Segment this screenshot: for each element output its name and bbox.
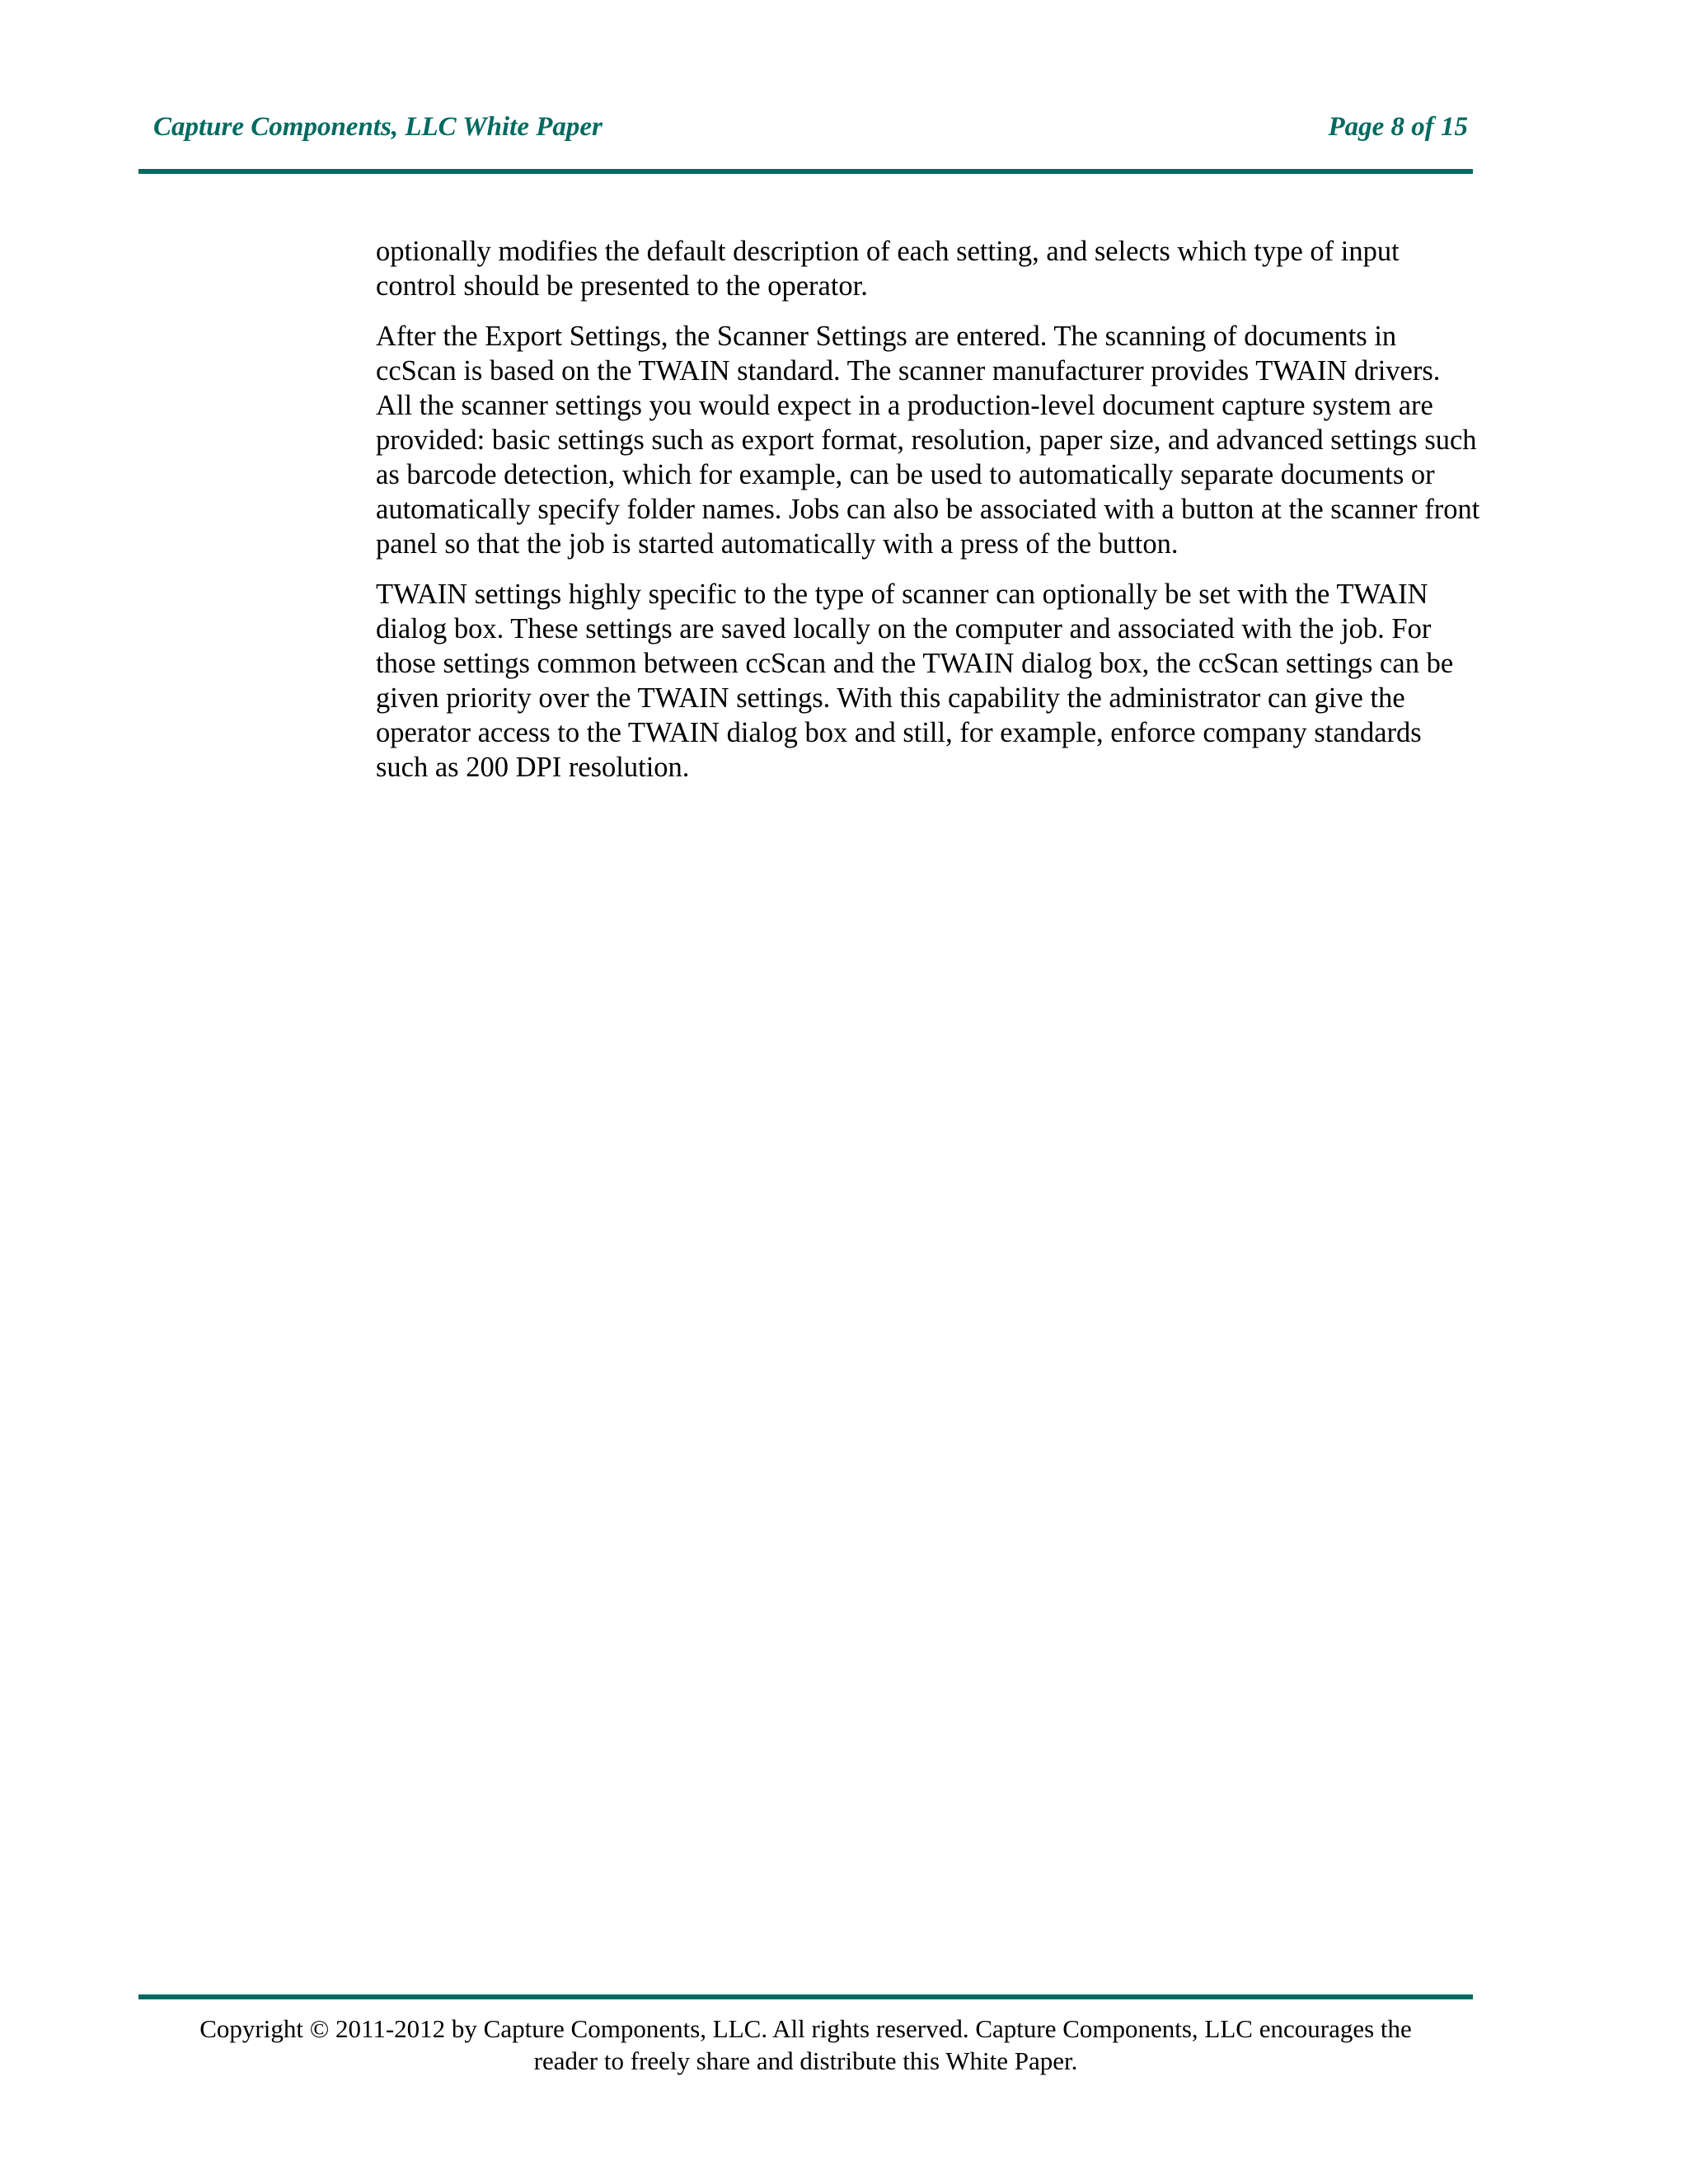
page-number: Page 8 of 15 [1328,112,1468,142]
page-footer [138,1994,1473,2093]
footer-divider [138,1994,1473,1999]
copyright-line-2: reader to freely share and distribute this White Paper. [533,2046,1078,2075]
header-divider [138,169,1473,174]
page-header [138,0,1473,175]
copyright-line-1: Copyright © 2011-2012 by Capture Components, LLC. All rights reserved. Capture Components, LLC encourages the [199,2014,1412,2043]
body-text [376,234,1480,800]
body-paragraph: optionally modifies the default description of each setting, and selects which type of input control should be presented to the operator. [376,236,1400,302]
body-paragraph: After the Export Settings, the Scanner Settings are entered. The scanning of documents in ccScan is based on the TWAIN standard. The scanner manufacturer provides TWAIN drivers. All the scanner settings you would expect in a production-level document capture system are provided: basic settings such as export format, resolution, paper size, and advanced settings such as barcode detection, which for example, can be used to automatically separate documents or automatically specify folder names. Jobs can also be associated with a button at the scanner front panel so that the job is started automatically with a press of the button. [376,321,1480,560]
copyright-notice [138,2013,1473,2077]
header-title: Capture Components, LLC White Paper [153,112,603,142]
body-paragraph: TWAIN settings highly specific to the type of scanner can optionally be set with the TWAIN dialog box. These settings are saved locally on the computer and associated with the job. For those settings common between ccScan and the TWAIN dialog box, the ccScan settings can be given priority over the TWAIN settings. With this capability the administrator can give the operator access to the TWAIN dialog box and still, for example, enforce company standards such as 200 DPI resolution. [376,579,1454,783]
